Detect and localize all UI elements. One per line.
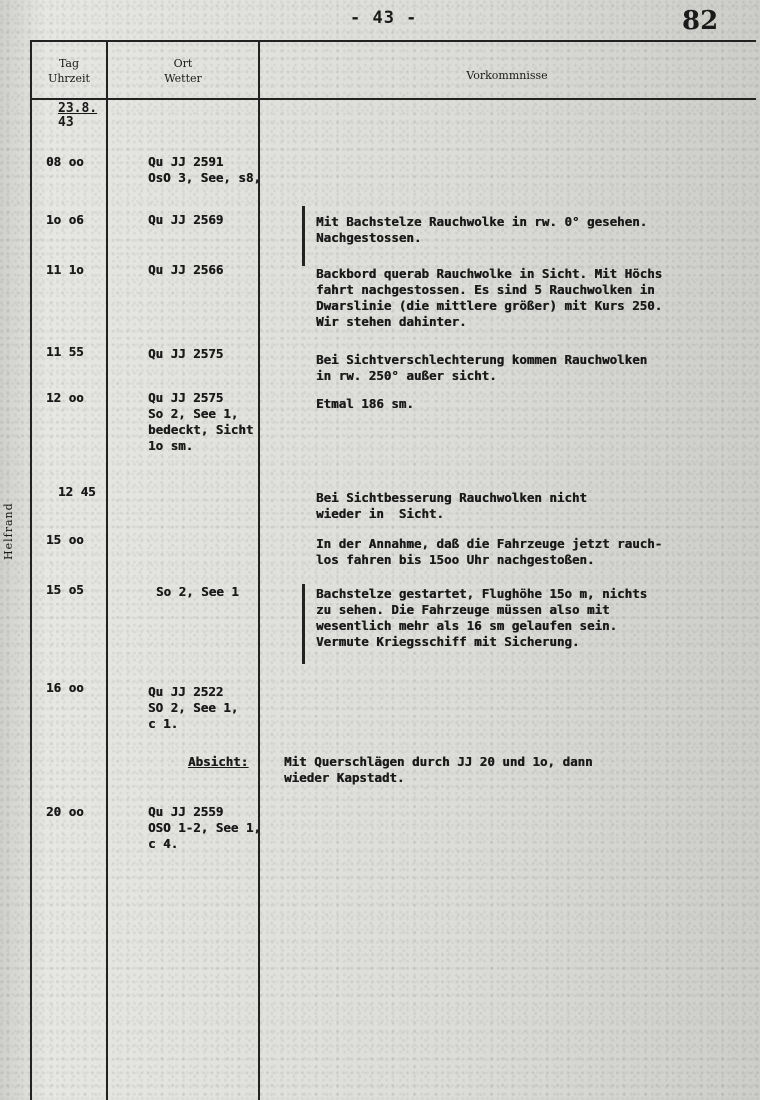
- entry-time: 12 45: [58, 484, 96, 499]
- table-top-line: [30, 40, 756, 42]
- header-vorkommnisse: Vorkommnisse: [466, 69, 548, 82]
- entry-event: Bei Sichtbesserung Rauchwolken nicht wieder in Sicht.: [316, 490, 587, 521]
- entry-event: Bei Sichtverschlechterung kommen Rauchwolken in rw. 250° außer sicht.: [316, 352, 648, 383]
- column-divider-2: [258, 40, 260, 1100]
- entry-position: Qu JJ 2591 OsO 3, See, s8,: [148, 154, 261, 185]
- margin-bar: [302, 584, 305, 664]
- header-tag: [34, 56, 104, 86]
- entry-event: In der Annahme, daß die Fahrzeuge jetzt rauch- los fahren bis 15oo Uhr nachgestoßen.: [316, 536, 663, 567]
- entry-event: Mit Querschlägen durch JJ 20 und 1o, dann wieder Kapstadt.: [284, 754, 593, 785]
- margin-bar: [302, 206, 305, 266]
- header-bottom-line: [30, 98, 756, 100]
- entry-time: 08 oo: [46, 154, 84, 169]
- entry-position: So 2, See 1: [156, 584, 239, 599]
- entry-time: 15 o5: [46, 582, 84, 597]
- entry-position: Qu JJ 2522 SO 2, See 1, c 1.: [148, 684, 239, 731]
- date-day: 23.8.: [58, 101, 98, 116]
- entry-time: 15 oo: [46, 532, 84, 547]
- entry-time: 11 55: [46, 344, 84, 359]
- date-cell: [58, 102, 97, 130]
- entry-time: 12 oo: [46, 390, 84, 405]
- entry-position: Qu JJ 2559 OSO 1-2, See 1, c 4.: [148, 804, 261, 851]
- entry-event: Mit Bachstelze Rauchwolke in rw. 0° gesehen. Nachgestossen.: [316, 214, 648, 245]
- margin-note: Helfrand: [2, 502, 15, 560]
- header-tag-line2: Uhrzeit: [48, 72, 90, 85]
- date-year: 43: [58, 115, 74, 130]
- entry-event: Bachstelze gestartet, Flughöhe 15o m, nichts zu sehen. Die Fahrzeuge müssen also mit wesentlich mehr als 16 sm gelaufen sein. Vermute Kriegsschiff mit Sicherung.: [316, 586, 648, 649]
- entry-position: Qu JJ 2575: [148, 346, 224, 361]
- entry-time: 11 1o: [46, 262, 84, 277]
- entry-time: 16 oo: [46, 680, 84, 695]
- page-number-center: - 43 -: [350, 8, 418, 28]
- entry-event: Etmal 186 sm.: [316, 396, 414, 411]
- column-divider-1: [106, 40, 108, 1100]
- column-divider-left: [30, 40, 32, 1100]
- entry-time: 1o o6: [46, 212, 84, 227]
- header-ort: [110, 56, 256, 86]
- header-ort-line1: Ort: [173, 57, 193, 70]
- entry-position: Qu JJ 2566: [148, 262, 224, 277]
- entry-position: Qu JJ 2575 So 2, See 1, bedeckt, Sicht 1o sm.: [148, 390, 254, 453]
- header-ort-line2: Wetter: [164, 72, 202, 85]
- entry-time: 20 oo: [46, 804, 84, 819]
- entry-label: Absicht:: [188, 754, 249, 769]
- entry-event: Backbord querab Rauchwolke in Sicht. Mit Höchs fahrt nachgestossen. Es sind 5 Rauchwolken in Dwarslinie (die mittlere größer) mit Kurs 250. Wir stehen dahinter.: [316, 266, 663, 329]
- page-number-right: 82: [682, 6, 719, 36]
- header-tag-line1: Tag: [58, 57, 80, 70]
- entry-position: Qu JJ 2569: [148, 212, 224, 227]
